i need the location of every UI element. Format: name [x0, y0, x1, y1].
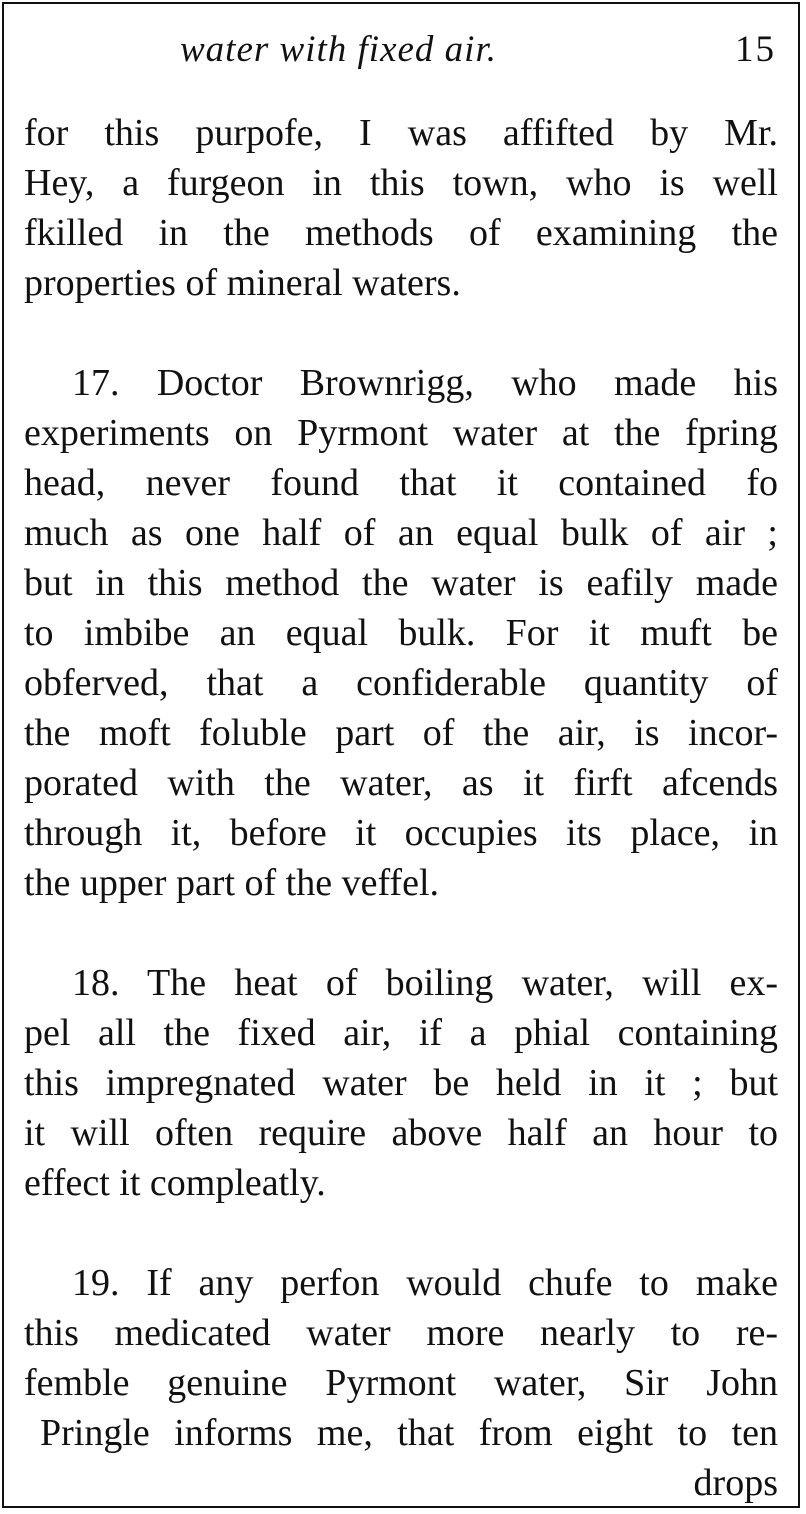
text-line: effect it compleatly. — [24, 1162, 326, 1204]
text-line: fkilled in the methods of examining the — [24, 212, 778, 254]
text-line: Hey, a furgeon in this town, who is well — [24, 162, 778, 204]
paragraph-gap — [24, 908, 778, 958]
text-line: drops — [693, 1462, 778, 1504]
text-line: pel all the fixed air, if a phial containing — [24, 1012, 778, 1054]
text-line: porated with the water, as it firft afcends — [24, 762, 778, 804]
text-line: much as one half of an equal bulk of air ; — [24, 512, 778, 554]
text-line: experiments on Pyrmont water at the fpring — [24, 412, 778, 454]
paragraph-gap — [24, 1208, 778, 1258]
text-line: 17. Doctor Brownrigg, who made his — [72, 362, 778, 404]
page-header — [4, 18, 798, 78]
body-text — [24, 108, 778, 1508]
text-line: this impregnated water be held in it ; but — [24, 1062, 778, 1104]
text-line: the moft foluble part of the air, is incor- — [24, 712, 778, 754]
text-line: head, never found that it contained fo — [24, 462, 778, 504]
text-line: to imbibe an equal bulk. For it muft be — [24, 612, 778, 654]
text-line: femble genuine Pyrmont water, Sir John — [24, 1362, 778, 1404]
text-line: 19. If any perfon would chufe to make — [72, 1262, 778, 1304]
paragraph-gap — [24, 308, 778, 358]
text-line: for this purpofe, I was affifted by Mr. — [24, 112, 778, 154]
text-line: through it, before it occupies its place, in — [24, 812, 778, 854]
text-line: the upper part of the veffel. — [24, 862, 440, 904]
running-title: water with fixed air. — [180, 29, 497, 70]
page-number: 15 — [735, 29, 776, 70]
text-line: but in this method the water is eafily made — [24, 562, 778, 604]
text-line: 18. The heat of boiling water, will ex- — [72, 962, 778, 1004]
text-line: this medicated water more nearly to re- — [24, 1312, 778, 1354]
text-line: obferved, that a confiderable quantity of — [24, 662, 778, 704]
text-line: properties of mineral waters. — [24, 262, 461, 304]
book-page — [2, 2, 800, 1508]
text-line: Pringle informs me, that from eight to ten — [40, 1412, 778, 1454]
text-line: it will often require above half an hour to — [24, 1112, 778, 1154]
